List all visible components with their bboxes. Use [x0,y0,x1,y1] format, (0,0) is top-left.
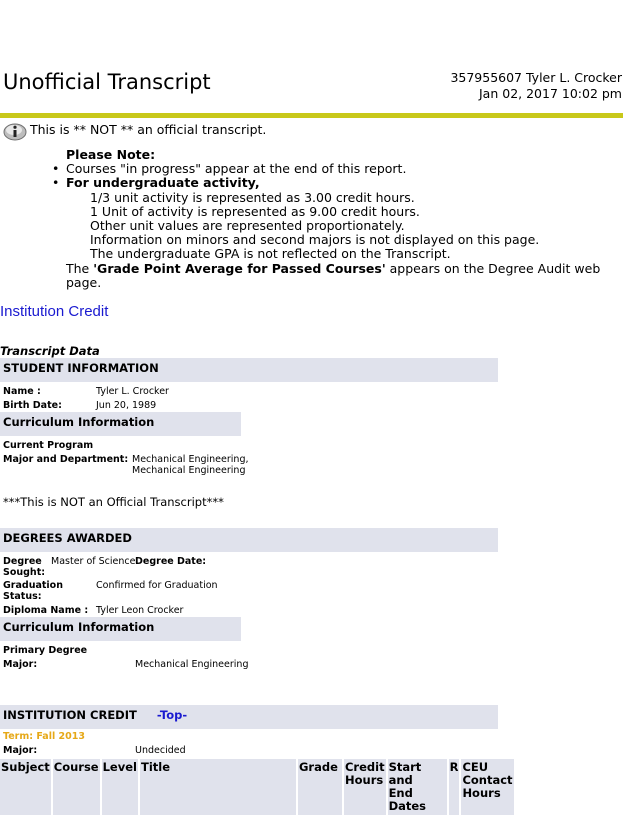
note-line: Other unit values are represented proportionately. [90,218,405,234]
degree-major-label: Major: [3,659,38,670]
degree-sought-value: Master of Science [51,556,136,567]
col-level: Level [102,759,138,815]
birth-date-value: Jun 20, 1989 [96,400,157,411]
degree-sought-label: Degree Sought: [3,556,46,578]
top-link[interactable]: -Top- [156,708,188,722]
transcript-data-caption: Transcript Data [0,344,100,358]
diploma-name-label: Diploma Name : [3,605,89,616]
term-major-value: Undecided [135,745,186,756]
term-major-label: Major: [3,745,38,756]
course-table-header [0,757,516,817]
col-title: Title [140,759,296,815]
notes-block [52,148,632,290]
note-line: Information on minors and second majors is not displayed on this page. [90,232,540,248]
institution-credit-label: INSTITUTION CREDIT [3,708,137,722]
col-r: R [449,759,460,815]
list-item: • For undergraduate activity, [52,175,260,191]
info-icon [3,122,27,142]
note-line: 1 Unit of activity is represented as 9.00 credit hours. [90,203,420,219]
list-item: • Courses "in progress" appear at the end of this report. [52,161,407,177]
col-grade: Grade [298,759,342,815]
major-dept-value-2: Mechanical Engineering [132,465,246,476]
user-id-name: 357955607 Tyler L. Crocker [450,70,622,85]
current-program-label: Current Program [3,440,94,451]
note-in-progress: Courses "in progress" appear at the end of this report. [66,161,407,177]
diploma-name-value: Tyler Leon Crocker [96,605,184,616]
birth-date-label: Birth Date: [3,400,62,411]
col-course: Course [53,759,100,815]
unofficial-notice: This is ** NOT ** an official transcript. [30,122,267,137]
col-credit-hours: Credit Hours [344,759,386,815]
please-note-heading: Please Note: [66,147,156,162]
graduation-status-value: Confirmed for Graduation [96,580,218,591]
user-info [450,70,622,102]
degree-date-label: Degree Date: [135,556,207,567]
header-divider [0,113,623,118]
gpa-note: The 'Grade Point Average for Passed Courses' appears on the Degree Audit web page. [66,260,601,290]
major-dept-label: Major and Department: [3,454,129,465]
institution-credit-band [0,705,498,729]
degree-major-value: Mechanical Engineering [135,659,249,670]
col-start-end-dates: Start and End Dates [388,759,447,815]
degree-curriculum-band: Curriculum Information [0,617,241,641]
graduation-status-label: Graduation Status: [3,580,63,602]
degrees-awarded-band: DEGREES AWARDED [0,528,498,552]
col-ceu-contact-hours: CEU Contact Hours [461,759,513,815]
note-undergrad: For undergraduate activity, [66,175,260,191]
student-info-band: STUDENT INFORMATION [0,358,498,382]
name-value: Tyler L. Crocker [96,386,169,397]
term-label: Term: Fall 2013 [3,731,85,742]
institution-credit-heading: Institution Credit [0,303,109,320]
name-label: Name : [3,386,41,397]
page-title: Unofficial Transcript [3,70,211,94]
primary-degree-label: Primary Degree [3,645,88,656]
note-line: The undergraduate GPA is not reflected on the Transcript. [90,246,451,262]
not-official-line: ***This is NOT an Official Transcript*** [3,495,224,509]
col-subject: Subject [0,759,51,815]
major-dept-value-1: Mechanical Engineering, [132,454,249,465]
note-line: 1/3 unit activity is represented as 3.00 credit hours. [90,189,415,205]
curriculum-info-band: Curriculum Information [0,412,241,436]
report-datetime: Jan 02, 2017 10:02 pm [479,86,622,101]
